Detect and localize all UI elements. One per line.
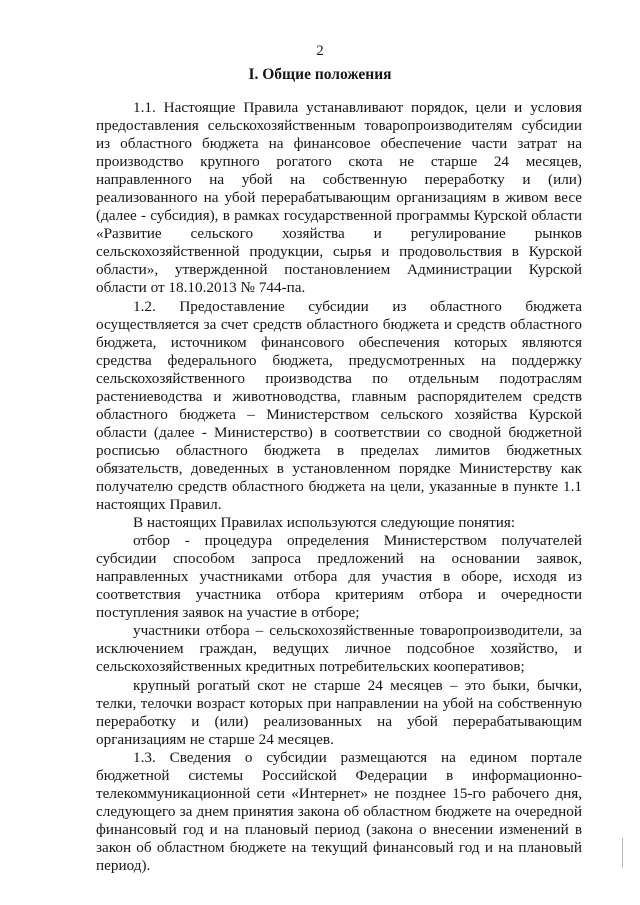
paragraph-1-1: 1.1. Настоящие Правила устанавливают порядок, цели и условия предоставления сельскохозяйственным товаропроизводителям субсидии из областного бюджета на финансовое обеспечение части затрат на производство крупного рогатого скота не старше 24 месяцев, направленного на убой на собственную переработку и (или) реализованного на убой перерабатывающим организациям в живом весе (далее - субсидия), в рамках государственной программы Курской области «Развитие сельского хозяйства и регулирование рынков сельскохозяйственной продукции, сырья и продовольствия в Курской области», утвержденной постановлением Администрации Курской области от 18.10.2013 № 744-па. <box>96 99 582 297</box>
document-body <box>96 99 582 875</box>
paragraph-definition-uchastniki: участники отбора – сельскохозяйственные товаропроизводители, за исключением граждан, ведущих личное подсобное хозяйство, и сельскохозяйственных кредитных потребительских кооперативов; <box>96 622 582 676</box>
paragraph-definition-otbor: отбор - процедура определения Министерством получателей субсидии способом запроса предложений на основании заявок, направленных участниками отбора для участия в оборе, исходя из соответствия участника отбора критериям отбора и очередности поступления заявок на участие в отборе; <box>96 532 582 622</box>
paragraph-definition-krs: крупный рогатый скот не старше 24 месяцев – это быки, бычки, телки, телочки возраст которых при направлении на убой на собственную переработку и (или) реализованных на убой перерабатывающим организациям не старше 24 месяцев. <box>96 676 582 748</box>
paragraph-1-3: 1.3. Сведения о субсидии размещаются на едином портале бюджетной системы Российской Федерации в информационно-телекоммуникационной сети «Интернет» не позднее 15-го рабочего дня, следующего за днем принятия закона об областном бюджете на очередной финансовый год и на плановый период (закона о внесении изменений в закон об областном бюджете на текущий финансовый год и на плановый период). <box>96 748 582 874</box>
page-number: 2 <box>316 43 324 59</box>
scan-edge-mark <box>622 838 623 868</box>
section-heading: I. Общие положения <box>248 66 392 83</box>
paragraph-definitions-intro: В настоящих Правилах используются следующие понятия: <box>133 514 516 532</box>
paragraph-1-2: 1.2. Предоставление субсидии из областного бюджета осуществляется за счет средств областного бюджета и средств областного бюджета, источником финансового обеспечения которых являются средства федерального бюджета, предусмотренных на поддержку сельскохозяйственного производства по отдельным подотраслям растениеводства и животноводства, главным распорядителем средств областного бюджета – Министерством сельского хозяйства Курской области (далее - Министерство) в соответствии со сводной бюджетной росписью областного бюджета в пределах лимитов бюджетных обязательств, доведенных в установленном порядке Министерству как получателю средств областного бюджета на цели, указанные в пункте 1.1 настоящих Правил. <box>96 297 582 514</box>
